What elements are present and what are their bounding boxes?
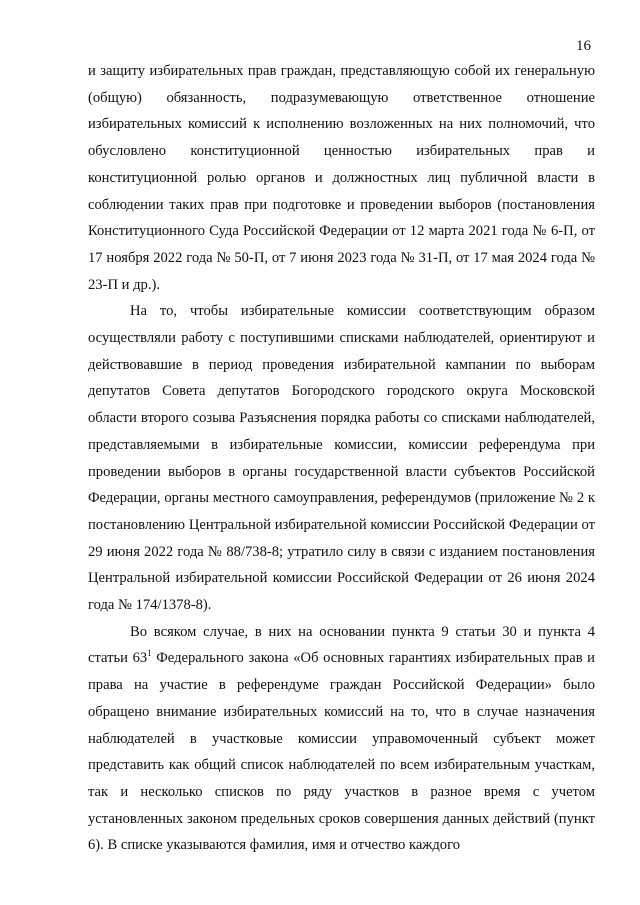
page-number: 16 bbox=[576, 38, 591, 54]
paragraph-3-text-after: Федерального закона «Об основных гарантиях избирательных прав и права на участие в референдуме граждан Российской Федерации» было обращено внимание избирательных комиссий на то, что в случае назначения наблюдателей в участковые комиссии управомоченный субъект может представить как общий список наблюдателей по всем избирательным участкам, так и несколько списков по ряду участков в разное время с учетом установленных законом предельных сроков совершения данных действий (пункт 6). В списке указываются фамилия, имя и отчество каждого bbox=[88, 650, 595, 854]
paragraph-1: и защиту избирательных прав граждан, представляющую собой их генеральную (общую) обязанность, подразумевающую ответственное отношение избирательных комиссий к исполнению возложенных на них полномочий, что обусловлено конституционной ценностью избирательных прав и конституционной ролью органов и должностных лиц публичной власти в соблюдении таких прав при подготовке и проведении выборов (постановления Конституционного Суда Российской Федерации от 12 марта 2021 года № 6-П, от 17 ноября 2022 года № 50-П, от 7 июня 2023 года № 31-П, от 17 мая 2024 года № 23-П и др.). bbox=[88, 63, 595, 293]
paragraph-2: На то, чтобы избирательные комиссии соответствующим образом осуществляли работу с поступившими списками наблюдателей, ориентируют и действовавшие в период проведения избирательной кампании по выборам депутатов Совета депутатов Богородского городского округа Московской области второго созыва Разъяснения порядка работы со списками наблюдателей, представляемыми в избирательные комиссии, комиссии референдума при проведении выборов в органы государственной власти субъектов Российской Федерации, органы местного самоуправления, референдумов (приложение № 2 к постановлению Центральной избирательной комиссии Российской Федерации от 29 июня 2022 года № 88/738-8; утратило силу в связи с изданием постановления Центральной избирательной комиссии Российской Федерации от 26 июня 2024 года № 174/1378-8). bbox=[88, 303, 595, 614]
paragraph-3 bbox=[88, 619, 595, 859]
paragraph-3-text-before: Во всяком случае, в них на основании пункта 9 статьи 30 и пункта 4 статьи 63 bbox=[88, 623, 595, 667]
document-body bbox=[88, 58, 595, 859]
article-superscript: 1 bbox=[147, 648, 152, 659]
